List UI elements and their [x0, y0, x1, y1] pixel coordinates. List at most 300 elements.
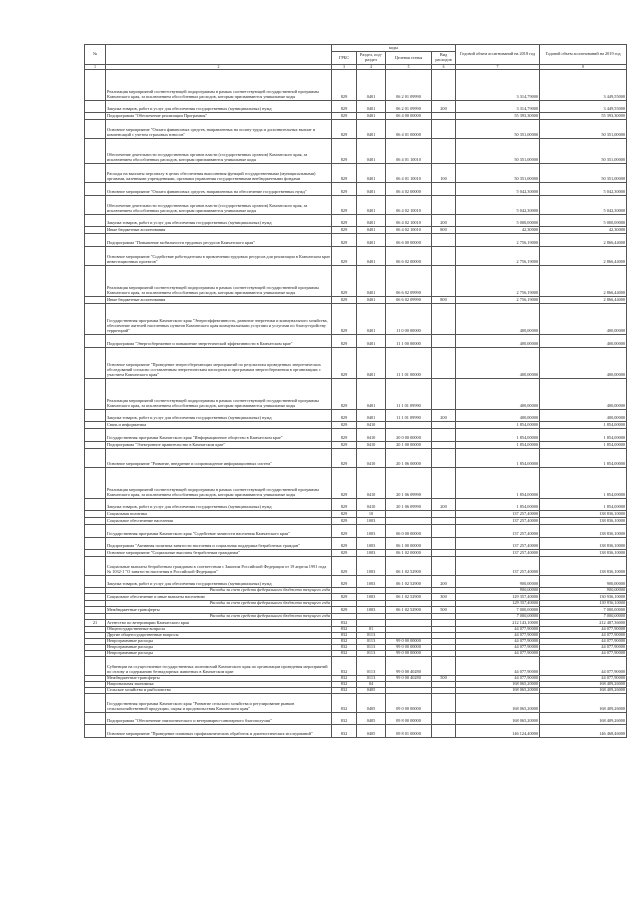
row-grbs: 829 — [332, 410, 357, 422]
row-section: 0401 — [357, 304, 386, 335]
row-number — [85, 113, 106, 120]
row-target-article: 99 0 00 40280 — [386, 657, 432, 676]
row-expense-type: 500 — [432, 607, 456, 614]
row-expense-type — [432, 713, 456, 725]
row-amount-2018: 44 077,90000 — [456, 651, 540, 657]
row-name: Основное мероприятие "Социальные выплаты безработным гражданам" — [106, 550, 332, 557]
row-expense-type — [432, 139, 456, 164]
row-expense-type — [432, 694, 456, 713]
row-number — [85, 594, 106, 601]
row-grbs: 829 — [332, 183, 357, 196]
row-amount-2019: 138 836,10000 — [540, 538, 627, 550]
row-expense-type: 200 — [432, 410, 456, 422]
row-target-article: 06 2 01 09990 — [386, 70, 432, 101]
row-grbs: 829 — [332, 499, 357, 511]
row-expense-type — [432, 247, 456, 266]
row-amount-2019: 1 854,00000 — [540, 429, 627, 442]
row-target-article: 06 0 00 00000 — [386, 525, 432, 538]
row-amount-2018: 900,00000 — [456, 576, 540, 588]
row-grbs: 829 — [332, 557, 357, 576]
row-amount-2019: 1 854,00000 — [540, 449, 627, 468]
row-amount-2019: 138 836,10000 — [540, 511, 627, 518]
row-expense-type: 200 — [432, 215, 456, 227]
row-name: Связь и информатика — [106, 422, 332, 429]
row-amount-2019: 2 866,44000 — [540, 247, 627, 266]
row-target-article: 06 1 02 00000 — [386, 550, 432, 557]
row-number — [85, 468, 106, 499]
table-row — [85, 266, 627, 297]
row-amount-2019: 138 836,10000 — [540, 518, 627, 525]
row-expense-type — [432, 335, 456, 348]
row-name: Закупка товаров, работ и услуг для обеспечения государственных (муниципальных) нужд — [106, 576, 332, 588]
row-name: Подпрограмма "Энергосбережение и повышение энергетической эффективности в Камчатском крае" — [106, 335, 332, 348]
row-section: 0113 — [357, 657, 386, 676]
row-section: 0401 — [357, 410, 386, 422]
row-name: Расходы на выплаты персоналу в целях обеспечения выполнения функций государственными (муниципальными) органами, казенными учреждениями, органами управления государственными внебюджетными фондами — [106, 164, 332, 183]
row-amount-2019: 2 866,44000 — [540, 266, 627, 297]
row-expense-type — [432, 196, 456, 215]
row-amount-2019: 900,00000 — [540, 576, 627, 588]
row-amount-2019: 44 077,90000 — [540, 676, 627, 682]
row-grbs: 829 — [332, 227, 357, 234]
row-number — [85, 348, 106, 379]
row-name: Обеспечение деятельности государственных органов власти (государственных органов) Камчатского края, за исключением обособленных расходов, которым присваиваются уникальные коды — [106, 196, 332, 215]
row-number — [85, 304, 106, 335]
row-name: Государственная программа Камчатского края "Содействие занятости населения Камчатского края" — [106, 525, 332, 538]
row-name: Основное мероприятие "Развитие, внедрение и сопровождение информационных систем" — [106, 449, 332, 468]
row-expense-type — [432, 725, 456, 738]
row-number — [85, 164, 106, 183]
row-amount-2019: 130 936,10000 — [540, 594, 627, 601]
row-expense-type — [432, 266, 456, 297]
row-target-article: 11 1 01 00000 — [386, 348, 432, 379]
row-section: 0401 — [357, 113, 386, 120]
row-amount-2019: 44 077,90000 — [540, 627, 627, 633]
row-amount-2019: 138 836,10000 — [540, 525, 627, 538]
table-row — [85, 215, 627, 227]
row-grbs: 832 — [332, 620, 357, 627]
row-grbs: 832 — [332, 633, 357, 639]
table-row — [85, 297, 627, 304]
table-row — [85, 70, 627, 101]
column-index: 8 — [540, 65, 627, 70]
row-amount-2019: 3 449,55000 — [540, 70, 627, 101]
row-section: 0405 — [357, 688, 386, 694]
row-number — [85, 518, 106, 525]
row-expense-type: 200 — [432, 499, 456, 511]
header-rzpr: Раздел, под-раздел — [357, 52, 386, 65]
row-expense-type: 200 — [432, 576, 456, 588]
row-expense-type — [432, 442, 456, 449]
budget-table — [84, 44, 627, 738]
row-grbs: 829 — [332, 422, 357, 429]
row-number — [85, 713, 106, 725]
row-expense-type — [432, 113, 456, 120]
row-section: 1003 — [357, 594, 386, 601]
row-amount-2018: 137 257,40000 — [456, 557, 540, 576]
row-amount-2018: 1 854,00000 — [456, 499, 540, 511]
row-target-article: 06 2 01 09990 — [386, 101, 432, 113]
row-target-article: 06 6 02 00000 — [386, 247, 432, 266]
row-name: Субвенции на осуществление государственных полномочий Камчатского края по организации проведения мероприятий по отлову и содержанию безнадзорных животных в Камчатском крае — [106, 657, 332, 676]
row-target-article: 11 1 01 09990 — [386, 410, 432, 422]
row-amount-2018: 168 065,20000 — [456, 713, 540, 725]
row-amount-2019: 5 042,30000 — [540, 196, 627, 215]
table-row — [85, 538, 627, 550]
row-number — [85, 576, 106, 588]
row-section: 0410 — [357, 429, 386, 442]
row-grbs: 829 — [332, 550, 357, 557]
row-section: 1003 — [357, 607, 386, 614]
row-amount-2019: 138 836,10000 — [540, 557, 627, 576]
row-number — [85, 422, 106, 429]
table-row — [85, 694, 627, 713]
row-amount-2018: 212 143,10000 — [456, 620, 540, 627]
row-name: Государственная программа Камчатского края "Развитие сельского хозяйства и регулирование рынков сельскохозяйственной продукции, сырья и продовольствия Камчатского края" — [106, 694, 332, 713]
row-grbs: 829 — [332, 518, 357, 525]
row-expense-type — [432, 550, 456, 557]
row-target-article: 06 4 01 10010 — [386, 164, 432, 183]
table-row — [85, 429, 627, 442]
row-amount-2019: 400,00000 — [540, 304, 627, 335]
row-name: Закупка товаров, работ и услуг для обеспечения государственных (муниципальных) нужд — [106, 101, 332, 113]
table-row — [85, 410, 627, 422]
row-name: Непрограммные расходы — [106, 645, 332, 651]
table-row — [85, 234, 627, 247]
row-amount-2018: 400,00000 — [456, 304, 540, 335]
row-amount-2019: 212 487,36000 — [540, 620, 627, 627]
row-amount-2018: 137 257,40000 — [456, 518, 540, 525]
table-row — [85, 101, 627, 113]
column-index: 7 — [456, 65, 540, 70]
row-amount-2019: 168 409,26000 — [540, 694, 627, 713]
header-vr: Вид расходов — [432, 52, 456, 65]
row-amount-2019: 2 866,44000 — [540, 234, 627, 247]
row-amount-2019: 900,00000 — [540, 588, 627, 594]
table-row — [85, 550, 627, 557]
table-row — [85, 379, 627, 410]
row-target-article — [386, 511, 432, 518]
row-section: 0401 — [357, 70, 386, 101]
row-section — [357, 620, 386, 627]
row-amount-2018: 1 854,00000 — [456, 422, 540, 429]
row-amount-2018: 7 000,00000 — [456, 614, 540, 620]
table-row — [85, 607, 627, 614]
row-number — [85, 557, 106, 576]
row-number — [85, 379, 106, 410]
row-name: Реализация мероприятий соответствующей подпрограммы в рамках соответствующей государственной программы Камчатского края, за исключением обособленных расходов, которым присваиваются уникальные коды — [106, 266, 332, 297]
row-name: Реализация мероприятий соответствующей подпрограммы в рамках соответствующей государственной программы Камчатского края, за исключением обособленных расходов, которым присваиваются уникальные коды — [106, 379, 332, 410]
row-section: 1003 — [357, 538, 386, 550]
row-number — [85, 266, 106, 297]
table-row — [85, 525, 627, 538]
row-target-article: 06 6 02 09990 — [386, 266, 432, 297]
row-target-article: 20 1 06 00000 — [386, 449, 432, 468]
row-amount-2018: 2 756,19000 — [456, 234, 540, 247]
row-number — [85, 449, 106, 468]
row-name: Основное мероприятие "Оплата финансовых средств, направленных на обеспечение государственных нужд" — [106, 183, 332, 196]
row-number — [85, 227, 106, 234]
table-row — [85, 164, 627, 183]
row-grbs: 829 — [332, 468, 357, 499]
row-expense-type — [432, 304, 456, 335]
row-target-article: 99 0 00 00000 — [386, 639, 432, 645]
header-num: № — [85, 45, 106, 65]
row-target-article: 99 0 00 40280 — [386, 676, 432, 682]
row-amount-2018: 1 854,00000 — [456, 429, 540, 442]
row-section: 10 — [357, 511, 386, 518]
header-name — [106, 45, 332, 65]
row-section: 04 — [357, 682, 386, 688]
row-section: 0405 — [357, 694, 386, 713]
row-name: Иные бюджетные ассигнования — [106, 227, 332, 234]
row-grbs: 829 — [332, 429, 357, 442]
row-target-article: 20 1 06 09990 — [386, 468, 432, 499]
row-amount-2018: 137 257,40000 — [456, 538, 540, 550]
table-row — [85, 594, 627, 601]
column-index: 2 — [106, 65, 332, 70]
row-name: Закупка товаров, работ и услуг для обеспечения государственных (муниципальных) нужд — [106, 410, 332, 422]
row-amount-2018: 1 854,00000 — [456, 449, 540, 468]
row-grbs: 829 — [332, 538, 357, 550]
row-amount-2019: 146 468,46000 — [540, 725, 627, 738]
row-target-article: 06 4 02 00000 — [386, 183, 432, 196]
row-amount-2019: 50 351,00000 — [540, 120, 627, 139]
row-section: 0410 — [357, 468, 386, 499]
row-amount-2019: 1 854,00000 — [540, 468, 627, 499]
row-amount-2018: 1 854,00000 — [456, 442, 540, 449]
row-amount-2019: 130 936,10000 — [540, 601, 627, 607]
row-section: 0113 — [357, 633, 386, 639]
row-amount-2018: 2 756,19000 — [456, 266, 540, 297]
row-target-article: 06 1 02 52900 — [386, 607, 432, 614]
row-grbs: 832 — [332, 645, 357, 651]
row-grbs: 832 — [332, 688, 357, 694]
row-amount-2019: 50 351,00000 — [540, 139, 627, 164]
row-number — [85, 234, 106, 247]
row-target-article: 06 1 02 52900 — [386, 557, 432, 576]
row-section: 0401 — [357, 335, 386, 348]
row-grbs: 829 — [332, 164, 357, 183]
row-name: Социальные выплаты безработным гражданам в соответствии с Законом Российской Федерации от 19 апреля 1991 года № 1032-1 "О занятости населения в Российской Федерации" — [106, 557, 332, 576]
header-grbs: ГРБС — [332, 52, 357, 65]
row-name: Межбюджетные трансферты — [106, 676, 332, 682]
row-amount-2019: 400,00000 — [540, 410, 627, 422]
row-expense-type — [432, 538, 456, 550]
row-number — [85, 297, 106, 304]
row-amount-2018: 168 065,20000 — [456, 694, 540, 713]
row-name: Социальное обеспечение и иные выплаты населению — [106, 594, 332, 601]
column-index: 5 — [386, 65, 432, 70]
row-expense-type — [432, 657, 456, 676]
row-target-article: 99 0 00 00000 — [386, 645, 432, 651]
row-amount-2019: 168 409,26000 — [540, 713, 627, 725]
table-row — [85, 576, 627, 588]
row-target-article: 06 4 02 10010 — [386, 227, 432, 234]
row-name: Агентство по ветеринарии Камчатского края — [106, 620, 332, 627]
row-section: 0401 — [357, 215, 386, 227]
row-grbs: 829 — [332, 234, 357, 247]
row-section: 01 — [357, 627, 386, 633]
row-target-article — [386, 620, 432, 627]
row-target-article: 06 6 00 00000 — [386, 234, 432, 247]
row-grbs: 829 — [332, 113, 357, 120]
row-amount-2018: 1 854,00000 — [456, 468, 540, 499]
row-amount-2019: 44 077,90000 — [540, 657, 627, 676]
header-cs: Целевая статья — [386, 52, 432, 65]
row-number — [85, 607, 106, 614]
row-name: Основное мероприятие "Проведение плановых профилактических обработок и диагностических исследований" — [106, 725, 332, 738]
row-amount-2019: 400,00000 — [540, 348, 627, 379]
row-target-article: 06 4 01 10010 — [386, 139, 432, 164]
row-target-article — [386, 422, 432, 429]
row-section: 0405 — [357, 725, 386, 738]
row-amount-2018: 42,30000 — [456, 227, 540, 234]
row-amount-2018: 2 756,19000 — [456, 297, 540, 304]
row-number — [85, 183, 106, 196]
row-grbs: 829 — [332, 511, 357, 518]
row-target-article: 09 0 00 00000 — [386, 694, 432, 713]
row-expense-type — [432, 422, 456, 429]
row-section: 1003 — [357, 518, 386, 525]
row-section: 1003 — [357, 550, 386, 557]
row-number — [85, 101, 106, 113]
row-number — [85, 215, 106, 227]
row-expense-type — [432, 120, 456, 139]
row-amount-2019: 168 409,26000 — [540, 682, 627, 688]
row-amount-2018: 7 000,00000 — [456, 607, 540, 614]
row-section: 0401 — [357, 247, 386, 266]
row-name: Иные бюджетные ассигнования — [106, 297, 332, 304]
row-number — [85, 442, 106, 449]
row-target-article: 11 0 00 00000 — [386, 304, 432, 335]
row-expense-type: 800 — [432, 227, 456, 234]
row-amount-2018: 44 077,90000 — [456, 633, 540, 639]
row-grbs: 832 — [332, 682, 357, 688]
header-2018: Годовой объем ассигнований на 2018 год — [456, 45, 540, 65]
row-amount-2018: 129 357,40000 — [456, 601, 540, 607]
row-amount-2018: 44 077,90000 — [456, 676, 540, 682]
table-row — [85, 422, 627, 429]
row-name: Реализация мероприятий соответствующей подпрограммы в рамках соответствующей государственной программы Камчатского края, за исключением обособленных расходов, которым присваиваются уникальные коды — [106, 70, 332, 101]
row-grbs: 832 — [332, 725, 357, 738]
row-amount-2019: 50 351,00000 — [540, 164, 627, 183]
table-row — [85, 196, 627, 215]
row-amount-2018: 50 351,00000 — [456, 139, 540, 164]
row-section: 1003 — [357, 576, 386, 588]
row-grbs: 829 — [332, 576, 357, 588]
row-name: Другие общегосударственные вопросы — [106, 633, 332, 639]
row-section: 0410 — [357, 442, 386, 449]
row-number — [85, 657, 106, 676]
row-grbs: 829 — [332, 348, 357, 379]
row-section: 0405 — [357, 713, 386, 725]
row-grbs: 829 — [332, 379, 357, 410]
row-grbs: 829 — [332, 247, 357, 266]
row-name: Основное мероприятие "Оплата финансовых средств, направленных на оплату труда и дополнительных выплат и компенсаций с учетом страховых взносов" — [106, 120, 332, 139]
table-row — [85, 657, 627, 676]
row-grbs: 829 — [332, 442, 357, 449]
row-section: 0113 — [357, 639, 386, 645]
row-grbs: 832 — [332, 713, 357, 725]
row-amount-2018: 400,00000 — [456, 348, 540, 379]
row-section: 0113 — [357, 651, 386, 657]
row-name: Непрограммные расходы — [106, 639, 332, 645]
table-body — [85, 70, 627, 738]
row-number — [85, 335, 106, 348]
row-name: Непрограммные расходы — [106, 651, 332, 657]
row-grbs: 829 — [332, 297, 357, 304]
row-target-article: 06 4 02 10010 — [386, 215, 432, 227]
row-name: Государственная программа Камчатского края "Информационное общество в Камчатском крае" — [106, 429, 332, 442]
row-amount-2019: 400,00000 — [540, 335, 627, 348]
row-expense-type — [432, 511, 456, 518]
row-expense-type — [432, 379, 456, 410]
row-amount-2018: 5 042,30000 — [456, 196, 540, 215]
row-amount-2019: 44 077,90000 — [540, 633, 627, 639]
row-grbs: 829 — [332, 304, 357, 335]
row-section: 0113 — [357, 645, 386, 651]
row-name: Расходы за счет средств федерального бюджета текущего года — [106, 601, 332, 607]
row-grbs: 832 — [332, 657, 357, 676]
row-name: Социальная политика — [106, 511, 332, 518]
row-amount-2019: 7 000,00000 — [540, 607, 627, 614]
row-section: 0401 — [357, 120, 386, 139]
row-target-article: 06 4 01 00000 — [386, 120, 432, 139]
row-section: 0401 — [357, 266, 386, 297]
header-codes: коды — [332, 45, 456, 52]
row-name: Подпрограмма "Электронное правительство в Камчатском крае" — [106, 442, 332, 449]
row-expense-type — [432, 468, 456, 499]
row-amount-2018: 50 351,00000 — [456, 120, 540, 139]
row-name: Межбюджетные трансферты — [106, 607, 332, 614]
table-row — [85, 620, 627, 627]
row-expense-type — [432, 557, 456, 576]
row-name: Реализация мероприятий соответствующей подпрограммы в рамках соответствующей государственной программы Камчатского края, за исключением обособленных расходов, которым присваиваются уникальные коды — [106, 468, 332, 499]
row-expense-type — [432, 429, 456, 442]
row-name: Подпрограмма "Обеспечение эпизоотического и ветеринарно-санитарного благополучия" — [106, 713, 332, 725]
row-name: Расходы за счет средств федерального бюджета текущего года — [106, 614, 332, 620]
row-amount-2018: 400,00000 — [456, 379, 540, 410]
row-target-article: 11 1 00 00000 — [386, 335, 432, 348]
row-amount-2019: 55 393,30000 — [540, 113, 627, 120]
row-number: 21 — [85, 620, 106, 627]
row-number — [85, 196, 106, 215]
table-row — [85, 113, 627, 120]
table-row — [85, 468, 627, 499]
row-section: 0410 — [357, 422, 386, 429]
row-grbs: 832 — [332, 676, 357, 682]
table-row — [85, 247, 627, 266]
table-row — [85, 442, 627, 449]
table-row — [85, 335, 627, 348]
row-amount-2019: 138 836,10000 — [540, 550, 627, 557]
row-section: 0401 — [357, 379, 386, 410]
row-amount-2018: 44 077,90000 — [456, 627, 540, 633]
row-number — [85, 499, 106, 511]
row-amount-2018: 5 042,30000 — [456, 183, 540, 196]
row-number — [85, 247, 106, 266]
row-target-article: 99 0 00 00000 — [386, 651, 432, 657]
row-expense-type — [432, 70, 456, 101]
table-row — [85, 304, 627, 335]
row-number — [85, 725, 106, 738]
row-amount-2018: 400,00000 — [456, 335, 540, 348]
row-amount-2018: 137 257,40000 — [456, 525, 540, 538]
row-grbs: 832 — [332, 694, 357, 713]
row-amount-2018: 50 351,00000 — [456, 164, 540, 183]
row-target-article: 06 1 00 00000 — [386, 538, 432, 550]
